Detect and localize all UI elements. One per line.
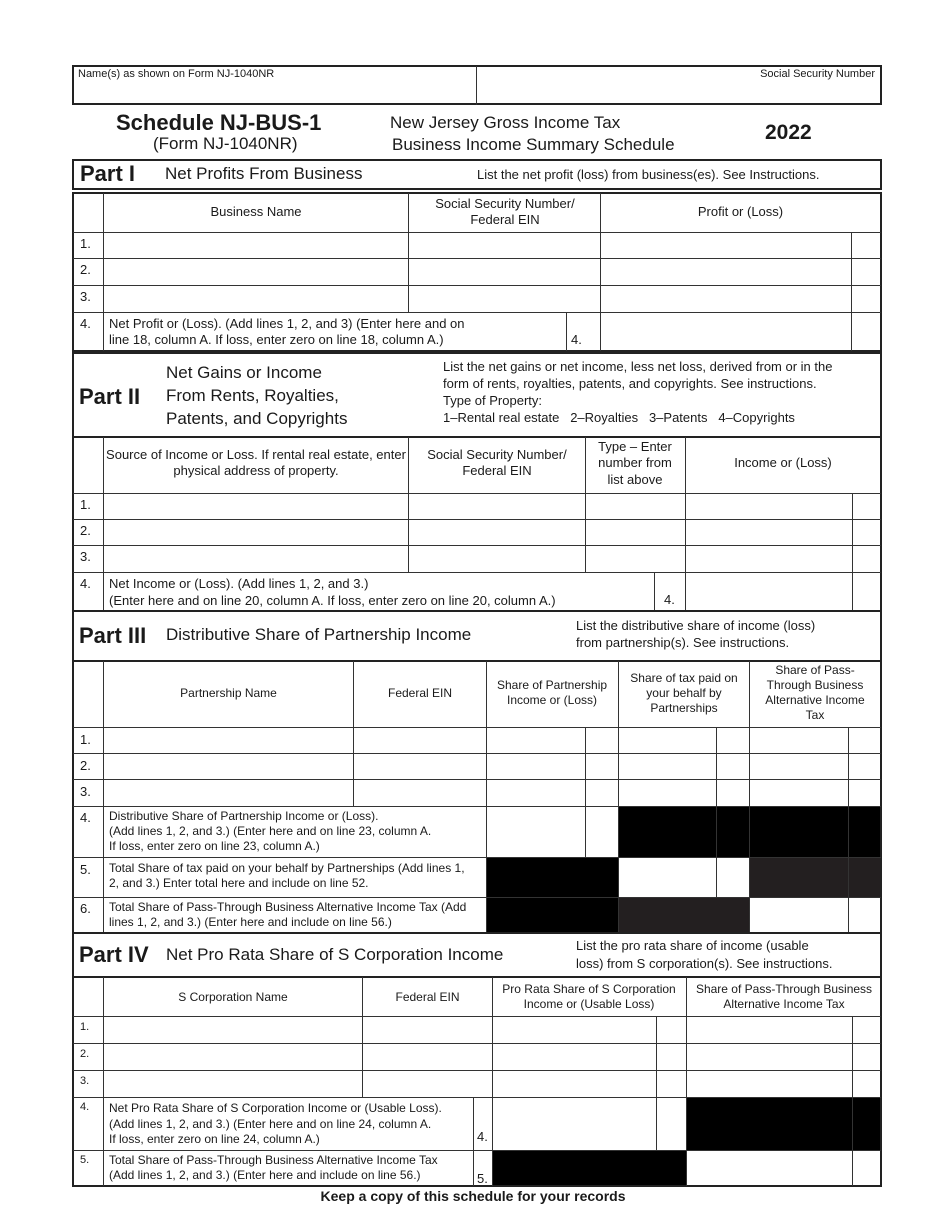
part4-col-federal-ein: Federal EIN [395, 990, 460, 1004]
part2-line-3-source-field[interactable] [105, 547, 407, 571]
subtitle-line-2: Business Income Summary Schedule [392, 135, 675, 154]
part2-line-4-text-2: (Enter here and on line 20, column A. If loss, enter zero on line 20, column A.) [109, 593, 556, 608]
part4-row-line-2 [73, 1070, 881, 1071]
part2-line-1-source-field[interactable] [105, 495, 407, 518]
tax-year: 2022 [765, 121, 812, 144]
part3-instruction-2: from partnership(s). See instructions. [576, 635, 790, 650]
part4-line-3-ein-field[interactable] [364, 1072, 491, 1096]
part1-line4-ref-line [566, 312, 567, 351]
part3-instruction-1: List the distributive share of income (loss) [576, 618, 816, 633]
part3-col-share-income: Share of Partnership Income or (Loss) [496, 678, 608, 707]
part3-line-2-ein-field[interactable] [355, 755, 485, 778]
part2-col-line-2 [585, 437, 586, 572]
part3-line-4-text-3: If loss, enter zero on line 23, column A.) [109, 839, 320, 853]
part4-col-share-bait: Share of Pass-Through Business Alternative Income Tax [695, 982, 873, 1011]
part1-line-4-ref: 4. [571, 332, 582, 347]
part2-line-3-type-field[interactable] [587, 547, 684, 571]
part4-cents-line-b [852, 1016, 853, 1186]
ssn-field[interactable] [480, 82, 878, 102]
part4-line-1-s-corp-name-field[interactable] [105, 1018, 361, 1042]
part2-line-4-total-field[interactable] [687, 574, 851, 610]
part3-row-line-0 [73, 727, 881, 728]
part4-instruction-2: loss) from S corporation(s). See instructions. [576, 956, 833, 971]
part2-row-line-2 [73, 545, 881, 546]
part4-col-pro-rata-share: Pro Rata Share of S Corporation Income or (Usable Loss) [502, 982, 676, 1011]
part3-line-3-bait-field[interactable] [751, 781, 847, 805]
part4-num-col-line [103, 977, 104, 1186]
part1-title: Net Profits From Business [165, 164, 363, 183]
part4-line4-ref-line [473, 1097, 474, 1186]
part1-instruction: List the net profit (loss) from business(es). See Instructions. [477, 167, 820, 182]
part2-line-1-number: 1. [80, 497, 91, 512]
part1-col-ssn-ein: Social Security Number/ Federal EIN [435, 196, 575, 228]
part1-col-business-name: Business Name [210, 204, 302, 219]
part2-line4-ref-line [654, 572, 655, 611]
part1-line-2-business-name-field[interactable] [105, 260, 407, 284]
part1-line-3-ssn-field[interactable] [410, 287, 599, 311]
part2-title-3: Patents, and Copyrights [166, 409, 348, 428]
part3-line-2-partnership-name-field[interactable] [105, 755, 352, 778]
part1-line-4-text-1: Net Profit or (Loss). (Add lines 1, 2, and 3) (Enter here and on [109, 316, 465, 331]
part1-line-1-number: 1. [80, 236, 91, 251]
part3-line-6-text-1: Total Share of Pass-Through Business Alternative Income Tax (Add [109, 900, 467, 914]
part1-line-2-number: 2. [80, 262, 91, 277]
part4-line-2-s-corp-name-field[interactable] [105, 1045, 361, 1069]
part3-col-line-4 [749, 661, 750, 933]
part1-label: Part I [80, 161, 136, 186]
part2-line-2-ssn-field[interactable] [410, 521, 584, 544]
part2-line-3-income-field[interactable] [687, 547, 851, 571]
part3-col-partnership-name: Partnership Name [180, 686, 277, 700]
part4-line-5-ref: 5. [477, 1171, 488, 1186]
part4-instruction-1: List the pro rata share of income (usable [576, 938, 809, 953]
part4-col-line-2 [492, 977, 493, 1186]
part1-line-2-profit-field[interactable] [602, 260, 850, 284]
part3-col-line-1 [353, 661, 354, 807]
part1-line-3-profit-field[interactable] [602, 287, 850, 311]
part3-line-5-text-1: Total Share of tax paid on your behalf by Partnerships (Add lines 1, [109, 861, 465, 875]
part2-line-4-ref: 4. [664, 592, 675, 607]
part3-line-6-number: 6. [80, 901, 91, 916]
part3-line-3-tax-paid-field[interactable] [620, 781, 715, 805]
part1-row-line-1 [73, 258, 881, 259]
part3-line-3-ein-field[interactable] [355, 781, 485, 805]
part2-title-1: Net Gains or Income [166, 363, 322, 382]
part3-row-line-1 [73, 753, 881, 754]
part4-line-4-text-3: If loss, enter zero on line 24, column A.) [109, 1132, 320, 1146]
part2-line-2-number: 2. [80, 523, 91, 538]
part4-title: Net Pro Rata Share of S Corporation Income [166, 945, 504, 964]
part4-cents-line-a [656, 1016, 657, 1150]
part2-line-3-number: 3. [80, 549, 91, 564]
part3-row-line-3 [73, 806, 881, 807]
part1-line-2-ssn-field[interactable] [410, 260, 599, 284]
part1-line-1-ssn-field[interactable] [410, 234, 599, 257]
schedule-title: Schedule NJ-BUS-1 [116, 110, 322, 135]
part3-line-2-bait-field[interactable] [751, 755, 847, 778]
part1-line-1-profit-field[interactable] [602, 234, 850, 257]
part2-row-line-3 [73, 572, 881, 573]
part2-row-line-0 [73, 493, 881, 494]
part3-line-3-share-income-field[interactable] [488, 781, 584, 805]
part1-row-line-2 [73, 285, 881, 286]
part2-num-col-line [103, 437, 104, 611]
part4-line-5-total-bait-field[interactable] [688, 1152, 851, 1185]
part3-line-2-share-income-field[interactable] [488, 755, 584, 778]
part2-col-ssn-ein: Social Security Number/ Federal EIN [427, 447, 567, 479]
part3-num-col-line [103, 661, 104, 933]
part3-line-6-text-2: lines 1, 2, and 3.) (Enter here and include on line 56.) [109, 915, 392, 929]
part2-line-4-text-1: Net Income or (Loss). (Add lines 1, 2, and 3.) [109, 576, 369, 591]
part4-row-line-1 [73, 1043, 881, 1044]
part3-title: Distributive Share of Partnership Income [166, 625, 472, 644]
part1-row-line-0 [73, 232, 881, 233]
part3-line-3-number: 3. [80, 784, 91, 799]
part1-line-4-text-2: line 18, column A. If loss, enter zero on line 18, column A.) [109, 332, 444, 347]
part1-row-line-3 [73, 312, 881, 313]
part3-row-line-4 [73, 857, 881, 858]
part3-col-federal-ein: Federal EIN [387, 686, 453, 700]
part3-col-share-bait: Share of Pass-Through Business Alternative Income Tax [765, 663, 865, 722]
name-ssn-divider [476, 66, 477, 105]
part3-line-1-bait-field[interactable] [751, 729, 847, 752]
part3-line-4-text-2: (Add lines 1, 2, and 3.) (Enter here and on line 23, column A. [109, 824, 432, 838]
part3-line-1-tax-paid-field[interactable] [620, 729, 715, 752]
subtitle-line-1: New Jersey Gross Income Tax [390, 113, 621, 132]
part3-line-4-text-1: Distributive Share of Partnership Income or (Loss). [109, 809, 379, 823]
part4-line-2-bait-field[interactable] [688, 1045, 851, 1069]
part2-instruction-4: 1–Rental real estate 2–Royalties 3–Patents 4–Copyrights [443, 410, 795, 425]
form-reference: (Form NJ-1040NR) [153, 134, 298, 153]
part3-line-3-partnership-name-field[interactable] [105, 781, 352, 805]
part2-title-2: From Rents, Royalties, [166, 386, 339, 405]
name-field[interactable] [76, 82, 472, 102]
part2-col-source: Source of Income or Loss. If rental real estate, enter physical address of property. [106, 447, 406, 479]
part3-line-6-total-bait-field[interactable] [751, 899, 847, 932]
part4-col-s-corp-name: S Corporation Name [178, 990, 288, 1004]
part2-row-line-1 [73, 519, 881, 520]
part2-line-1-income-field[interactable] [687, 495, 851, 518]
part4-line-3-pro-rata-field[interactable] [494, 1072, 655, 1096]
part4-line-1-bait-field[interactable] [688, 1018, 851, 1042]
part1-line-1-business-name-field[interactable] [105, 234, 407, 257]
part3-row-line-5 [73, 897, 881, 898]
part2-line-1-type-field[interactable] [587, 495, 684, 518]
part2-instruction-3: Type of Property: [443, 393, 542, 408]
part3-line-1-ein-field[interactable] [355, 729, 485, 752]
part3-cents-line-a [585, 727, 586, 857]
part2-instruction-2: form of rents, royalties, patents, and copyrights. See instructions. [443, 376, 817, 391]
part4-line-3-s-corp-name-field[interactable] [105, 1072, 361, 1096]
part3-line-2-number: 2. [80, 758, 91, 773]
part1-line-4-number: 4. [80, 316, 91, 331]
part4-row-line-3 [73, 1097, 881, 1098]
part2-line-2-source-field[interactable] [105, 521, 407, 544]
part4-line-5-text-1: Total Share of Pass-Through Business Alternative Income Tax [109, 1153, 438, 1167]
part4-line-1-number: 1. [80, 1021, 90, 1033]
part2-col-type: Type – Enter number from list above [598, 439, 672, 487]
part3-line-1-number: 1. [80, 732, 91, 747]
part3-label: Part III [79, 623, 147, 648]
part3-col-line-2 [486, 661, 487, 933]
part4-line-2-pro-rata-field[interactable] [494, 1045, 655, 1069]
part3-line-5-total-tax-paid-field[interactable] [620, 859, 715, 896]
part4-row-line-0 [73, 1016, 881, 1017]
part4-col-line-3 [686, 977, 687, 1186]
part4-line-2-number: 2. [80, 1048, 90, 1060]
part3-line-4-number: 4. [80, 810, 91, 825]
part4-line-5-text-2: (Add lines 1, 2, and 3.) (Enter here and include on line 56.) [109, 1168, 421, 1182]
part4-line-4-total-pro-rata-field[interactable] [494, 1099, 655, 1149]
part2-line-4-number: 4. [80, 576, 91, 591]
part3-col-line-3 [618, 661, 619, 933]
part4-line-5-number: 5. [80, 1154, 90, 1166]
part2-line-3-ssn-field[interactable] [410, 547, 584, 571]
part1-line-3-business-name-field[interactable] [105, 287, 407, 311]
part3-cents-line-c [848, 727, 849, 933]
part1-line-3-number: 3. [80, 289, 91, 304]
part4-line-4-number: 4. [80, 1101, 90, 1113]
part4-line-1-pro-rata-field[interactable] [494, 1018, 655, 1042]
part3-line-1-share-income-field[interactable] [488, 729, 584, 752]
part3-row-line-2 [73, 779, 881, 780]
part3-line-5-text-2: 2, and 3.) Enter total here and include on line 52. [109, 876, 369, 890]
part2-line-2-type-field[interactable] [587, 521, 684, 544]
part3-line-1-partnership-name-field[interactable] [105, 729, 352, 752]
part3-col-share-tax-paid: Share of tax paid on your behalf by Partnerships [630, 671, 738, 715]
part2-label: Part II [79, 384, 141, 409]
part4-line-1-ein-field[interactable] [364, 1018, 491, 1042]
part2-cents-line [852, 493, 853, 611]
part4-label: Part IV [79, 942, 149, 967]
part4-line-4-ref: 4. [477, 1129, 488, 1144]
part4-line-4-text-2: (Add lines 1, 2, and 3.) (Enter here and on line 24, column A. [109, 1117, 432, 1131]
part3-line-5-number: 5. [80, 862, 91, 877]
part4-row-line-4 [73, 1150, 881, 1151]
part2-col-line-1 [408, 437, 409, 572]
part2-line-2-income-field[interactable] [687, 521, 851, 544]
footer-note: Keep a copy of this schedule for your records [320, 1188, 626, 1204]
ssn-label: Social Security Number [760, 68, 875, 80]
part4-line-3-bait-field[interactable] [688, 1072, 851, 1096]
part2-instruction-1: List the net gains or net income, less net loss, derived from or in the [443, 359, 833, 374]
part1-line-4-total-field[interactable] [602, 314, 850, 350]
part4-line-2-ein-field[interactable] [364, 1045, 491, 1069]
part4-line-3-number: 3. [80, 1075, 90, 1087]
part3-line-2-tax-paid-field[interactable] [620, 755, 715, 778]
part2-col-income-loss: Income or (Loss) [734, 455, 832, 470]
part1-cents-line [851, 232, 852, 351]
part2-line-1-ssn-field[interactable] [410, 495, 584, 518]
part4-line-4-text-1: Net Pro Rata Share of S Corporation Income or (Usable Loss). [109, 1101, 442, 1115]
part1-col-line-1 [408, 193, 409, 312]
part3-line-4-total-income-field[interactable] [488, 808, 584, 856]
part1-col-profit-loss: Profit or (Loss) [697, 204, 784, 219]
name-label: Name(s) as shown on Form NJ-1040NR [78, 68, 275, 80]
